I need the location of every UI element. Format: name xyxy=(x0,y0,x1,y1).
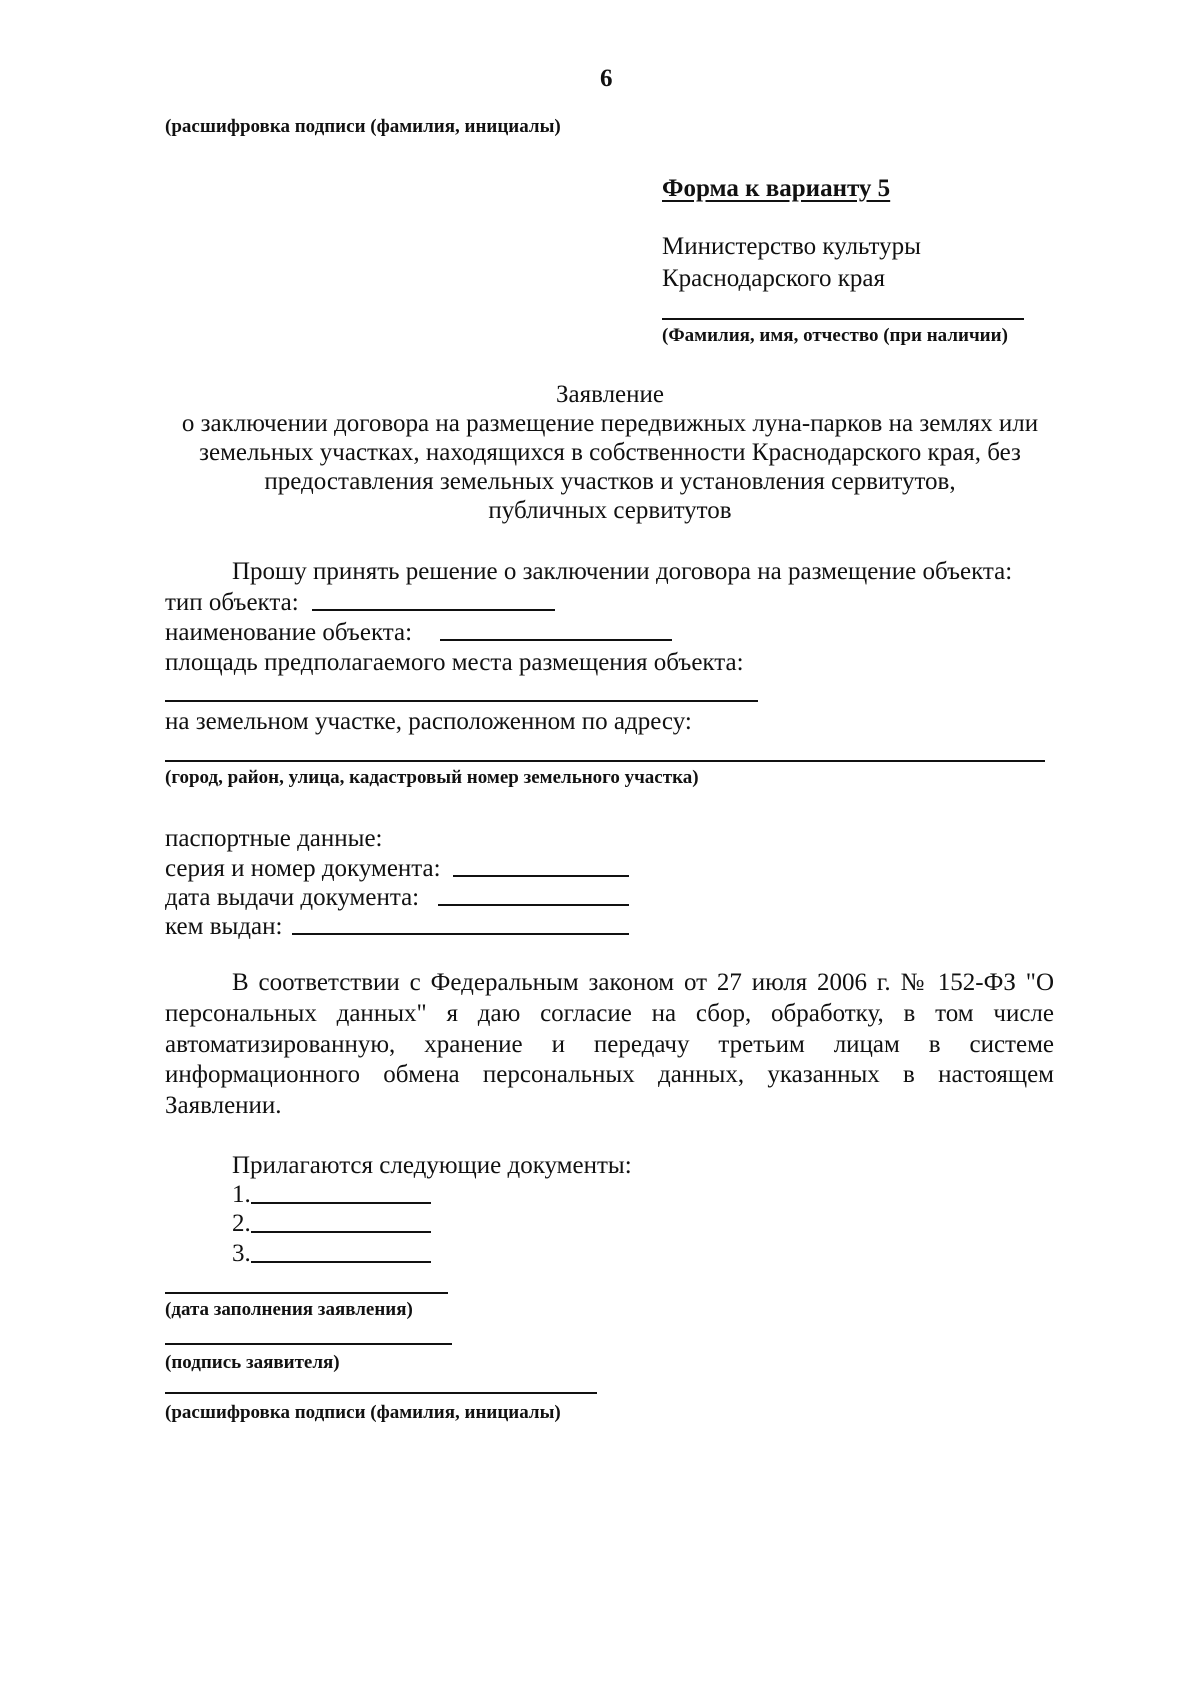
applicant-signature-caption: (подпись заявителя) xyxy=(165,1352,340,1373)
attachment-number-1: 1. xyxy=(232,1181,251,1208)
heading-line-4: публичных сервитутов xyxy=(488,497,732,524)
object-type-field[interactable] xyxy=(312,609,555,611)
addressee-line-1: Министерство культуры xyxy=(662,233,921,260)
address-caption: (город, район, улица, кадастровый номер земельного участка) xyxy=(165,767,699,788)
consent-line-3: автоматизированную, хранение и передачу третьим лицам в системе xyxy=(165,1031,1054,1058)
area-label: площадь предполагаемого места размещения объекта: xyxy=(165,649,744,676)
consent-line-1: В соответствии с Федеральным законом от 27 июля 2006 г. № 152-ФЗ "О xyxy=(232,969,1054,996)
address-field[interactable] xyxy=(165,760,1045,762)
form-title: Форма к варианту 5 xyxy=(662,175,891,202)
attachments-label: Прилагаются следующие документы: xyxy=(232,1152,632,1179)
heading-line-3: предоставления земельных участков и установления сервитутов, xyxy=(264,468,956,495)
document-title: Заявление xyxy=(555,381,665,408)
passport-issuer-label: кем выдан: xyxy=(165,913,283,940)
object-name-field[interactable] xyxy=(440,639,672,641)
addressee-line-2: Краснодарского края xyxy=(662,265,885,292)
fill-date-caption: (дата заполнения заявления) xyxy=(165,1299,413,1320)
fill-date-field[interactable] xyxy=(165,1292,448,1294)
signature-decode-caption: (расшифровка подписи (фамилия, инициалы) xyxy=(165,1402,561,1423)
passport-date-label: дата выдачи документа: xyxy=(165,884,420,911)
area-field[interactable] xyxy=(165,700,758,702)
passport-date-field[interactable] xyxy=(438,904,629,906)
object-type-label: тип объекта: xyxy=(165,589,299,616)
request-intro: Прошу принять решение о заключении договора на размещение объекта: xyxy=(232,558,1013,585)
attachment-field-3[interactable] xyxy=(251,1261,431,1263)
consent-line-2: персональных данных" я даю согласие на сбор, обработку, в том числе xyxy=(165,1000,1054,1027)
top-signature-caption: (расшифровка подписи (фамилия, инициалы) xyxy=(165,116,561,137)
attachment-number-2: 2. xyxy=(232,1210,251,1237)
attachment-field-2[interactable] xyxy=(251,1231,431,1233)
attachment-number-3: 3. xyxy=(232,1240,251,1267)
applicant-name-caption: (Фамилия, имя, отчество (при наличии) xyxy=(662,325,1008,346)
passport-issuer-field[interactable] xyxy=(292,933,629,935)
page-number: 6 xyxy=(600,65,613,92)
consent-line-5: Заявлении. xyxy=(165,1092,282,1119)
passport-series-label: серия и номер документа: xyxy=(165,855,441,882)
applicant-name-line[interactable] xyxy=(662,318,1024,320)
passport-label: паспортные данные: xyxy=(165,825,383,852)
attachment-field-1[interactable] xyxy=(251,1202,431,1204)
consent-line-4: информационного обмена персональных данных, указанных в настоящем xyxy=(165,1061,1054,1088)
address-label: на земельном участке, расположенном по адресу: xyxy=(165,708,692,735)
object-name-label: наименование объекта: xyxy=(165,619,413,646)
signature-decode-field[interactable] xyxy=(165,1392,597,1394)
heading-line-1: о заключении договора на размещение передвижных луна-парков на землях или xyxy=(181,410,1039,437)
applicant-signature-field[interactable] xyxy=(165,1343,452,1345)
passport-series-field[interactable] xyxy=(453,875,629,877)
heading-line-2: земельных участках, находящихся в собственности Краснодарского края, без xyxy=(199,439,1021,466)
